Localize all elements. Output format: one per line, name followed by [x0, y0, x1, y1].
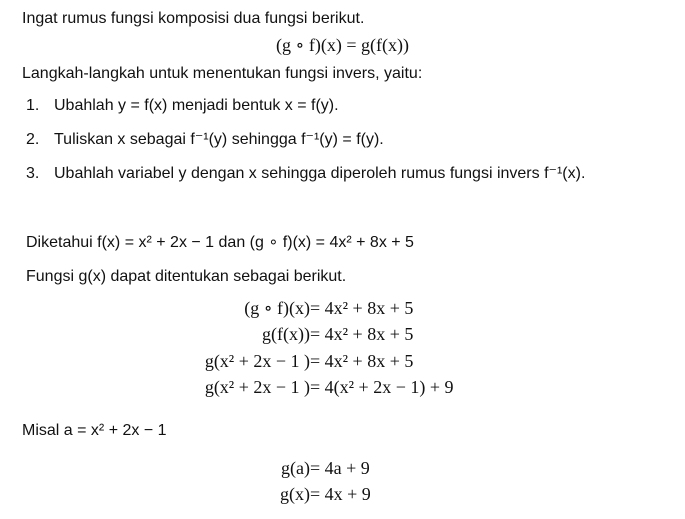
step-2-number: 2.: [26, 131, 40, 148]
step-1: [26, 96, 339, 116]
derivation-lhs: g(f(x)): [262, 324, 310, 344]
step-1-text: Ubahlah y = f(x) menjadi bentuk x = f(y).: [54, 97, 339, 114]
given-functions: Diketahui f(x) = x² + 2x − 1 dan (g ∘ f)(x) = 4x² + 8x + 5: [26, 234, 414, 251]
derivation-rhs: = 4x² + 8x + 5: [310, 324, 414, 344]
composition-formula: (g ∘ f)(x) = g(f(x)): [276, 35, 409, 55]
intro-text: Ingat rumus fungsi komposisi dua fungsi berikut.: [22, 10, 365, 27]
derivation-rhs: = 4(x² + 2x − 1) + 9: [310, 377, 454, 397]
step-2-text: Tuliskan x sebagai f⁻¹(y) sehingga f⁻¹(y) = f(y).: [54, 131, 384, 148]
result-rhs: = 4x + 9: [310, 484, 371, 504]
derivation-rhs: = 4x² + 8x + 5: [310, 351, 414, 371]
result-rhs: = 4a + 9: [310, 458, 370, 478]
step-3: [26, 164, 585, 184]
result-lhs: g(a): [281, 458, 310, 478]
g-intro: Fungsi g(x) dapat ditentukan sebagai berikut.: [26, 268, 347, 285]
substitution-note: Misal a = x² + 2x − 1: [22, 422, 167, 439]
derivation-lhs: (g ∘ f)(x): [244, 298, 310, 318]
result-lhs: g(x): [280, 484, 310, 504]
derivation-lhs: g(x² + 2x − 1 ): [204, 377, 310, 397]
step-3-number: 3.: [26, 165, 40, 182]
step-3-text: Ubahlah variabel y dengan x sehingga diperoleh rumus fungsi invers f⁻¹(x).: [54, 165, 586, 182]
step-1-number: 1.: [26, 97, 40, 114]
derivation-rhs: = 4x² + 8x + 5: [310, 298, 414, 318]
step-2: [26, 130, 384, 150]
derivation-lhs: g(x² + 2x − 1 ): [204, 351, 310, 371]
steps-heading: Langkah-langkah untuk menentukan fungsi invers, yaitu:: [22, 65, 423, 82]
